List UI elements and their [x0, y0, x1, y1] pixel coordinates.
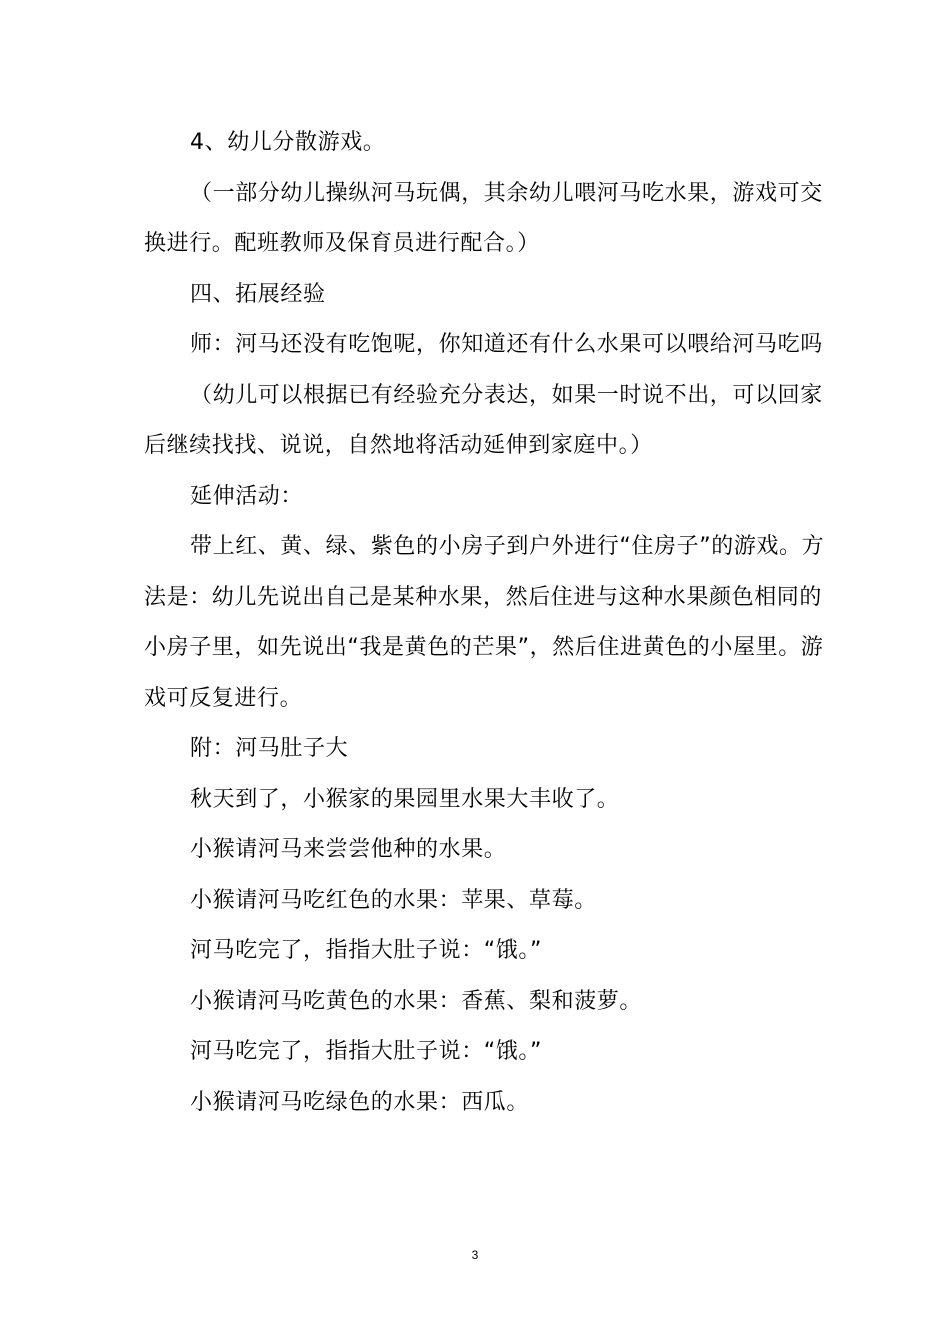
story-title: 附：河马肚子大 — [190, 736, 349, 761]
story-line: 河马吃完了，指指大肚子说：“饿。” — [190, 938, 542, 963]
page-number: 3 — [471, 1248, 479, 1262]
story-line: 秋天到了，小猴家的果园里水果大丰收了。 — [190, 786, 620, 812]
paragraph-step-4: 4、幼儿分散游戏。 — [190, 130, 386, 155]
document-body — [144, 118, 834, 1128]
paragraph-game-note: （一部分幼儿操纵河马玩偶，其余幼儿喂河马吃水果，游戏可交换进行。配班教师及保育员进行配合。） — [144, 180, 823, 256]
paragraph-house-game: 带上红、黄、绿、紫色的小房子到户外进行“住房子”的游戏。方法是：幼儿先说出自己是某种水果，然后住进与这种水果颜色相同的小房子里，如先说出“我是黄色的芒果”，然后住进黄色的小屋里。游戏可反复进行。 — [144, 534, 825, 711]
story-line: 河马吃完了，指指大肚子说：“饿。” — [190, 1039, 542, 1064]
story-line: 小猴请河马吃黄色的水果：香蕉、梨和菠萝。 — [190, 988, 643, 1014]
paragraph-teacher-question: 师：河马还没有吃饱呢，你知道还有什么水果可以喂给河马吃吗 — [190, 332, 823, 357]
story-line: 小猴请河马吃红色的水果：苹果、草莓。 — [190, 887, 597, 913]
story-line: 小猴请河马来尝尝他种的水果。 — [190, 837, 507, 862]
section-heading-extend: 四、拓展经验 — [190, 281, 326, 307]
story-line: 小猴请河马吃绿色的水果：西瓜。 — [190, 1089, 530, 1115]
paragraph-child-answer-note: （幼儿可以根据已有经验充分表达，如果一时说不出，可以回家后继续找找、说说，自然地将活动延伸到家庭中。） — [144, 382, 823, 458]
section-heading-extension-activity: 延伸活动： — [190, 483, 304, 509]
